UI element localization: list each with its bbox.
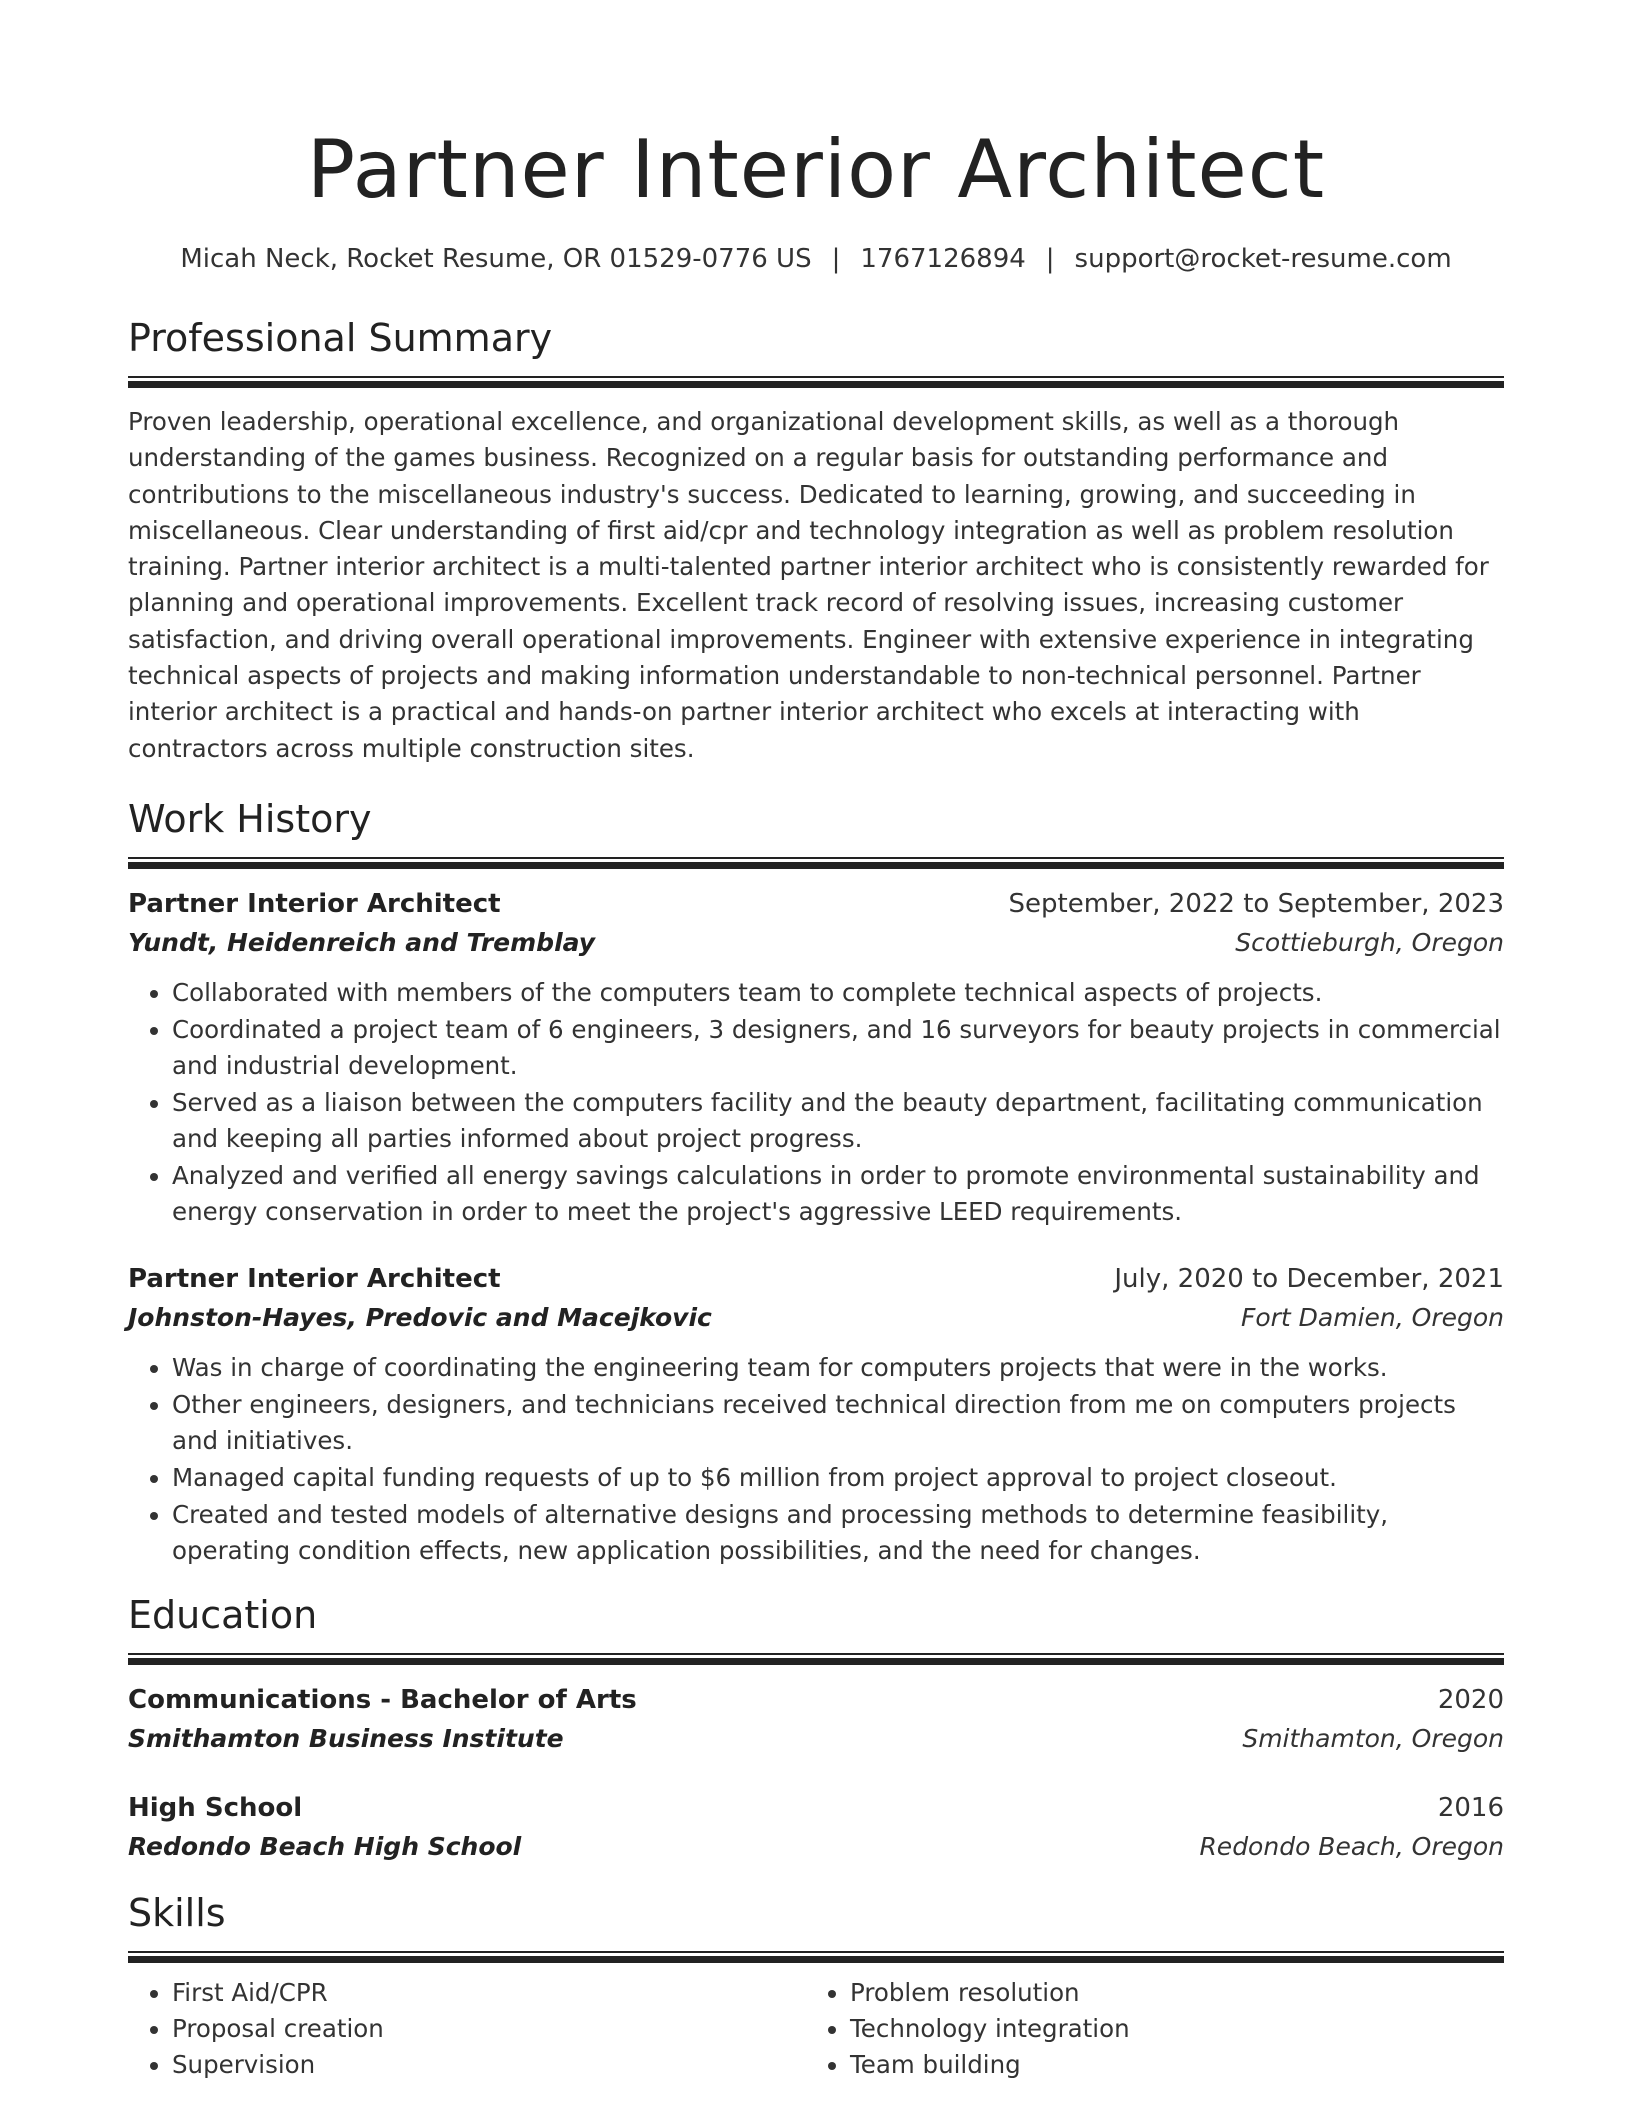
skill-item: • Proposal creation: [172, 2011, 806, 2047]
job-bullet: • Coordinated a project team of 6 engineers, 3 designers, and 16 surveyors for beauty projects in commercial and industrial development.: [172, 1012, 1504, 1084]
job-bullets: [128, 1350, 1504, 1569]
skills-list-right: [806, 1975, 1484, 2083]
skills-section: [128, 1889, 1504, 2083]
section-divider: [128, 376, 1504, 388]
education-location: Redondo Beach, Oregon: [1199, 1831, 1504, 1861]
summary-section: [128, 314, 1504, 767]
contact-separator: |: [831, 244, 841, 274]
education-year: 2020: [1437, 1684, 1504, 1715]
contact-address: Micah Neck, Rocket Resume, OR 01529-0776 US: [180, 244, 812, 274]
job-bullet: • Managed capital funding requests of up to $6 million from project approval to project closeout.: [172, 1460, 1504, 1496]
education-school: Smithamton Business Institute: [128, 1723, 564, 1753]
skill-item: • Technology integration: [850, 2011, 1484, 2047]
job-bullet: • Created and tested models of alternative designs and processing methods to determine feasibility, operating condition effects, new application possibilities, and the need for changes.: [172, 1497, 1504, 1569]
section-divider: [128, 1951, 1504, 1963]
work-history-section: [128, 795, 1504, 1569]
job-location: Scottieburgh, Oregon: [1235, 927, 1504, 957]
contact-phone: 1767126894: [860, 244, 1026, 274]
education-heading: Education: [128, 1592, 318, 1637]
job-bullets: [128, 975, 1504, 1230]
education-degree: High School: [128, 1792, 303, 1823]
job-bullet: • Analyzed and verified all energy savings calculations in order to promote environmental sustainability and energy conservation in order to meet the project's aggressive LEED requirements.: [172, 1158, 1504, 1230]
job-bullet: • Other engineers, designers, and technicians received technical direction from me on computers projects and initiatives.: [172, 1387, 1504, 1459]
skills-columns: [128, 1975, 1504, 2083]
skills-heading: Skills: [128, 1890, 226, 1935]
job-dates: September, 2022 to September, 2023: [1008, 888, 1504, 919]
education-year: 2016: [1437, 1792, 1504, 1823]
resume-name: Partner Interior Architect: [306, 123, 1326, 216]
education-degree: Communications - Bachelor of Arts: [128, 1684, 637, 1715]
job-bullet: • Collaborated with members of the computers team to complete technical aspects of projects.: [172, 975, 1504, 1011]
skill-item: • Team building: [850, 2047, 1484, 2083]
job-bullet: • Served as a liaison between the computers facility and the beauty department, facilitating communication and keeping all parties informed about project progress.: [172, 1085, 1504, 1157]
section-divider: [128, 857, 1504, 869]
job-bullet: • Was in charge of coordinating the engineering team for computers projects that were in the works.: [172, 1350, 1504, 1386]
skill-item: • Problem resolution: [850, 1975, 1484, 2011]
skill-item: • First Aid/CPR: [172, 1975, 806, 2011]
job-company: Yundt, Heidenreich and Tremblay: [128, 927, 596, 957]
job-location: Fort Damien, Oregon: [1240, 1302, 1504, 1332]
summary-heading: Professional Summary: [128, 316, 553, 360]
education-section: [128, 1591, 1504, 1867]
work-history-heading: Work History: [128, 796, 372, 841]
education-school: Redondo Beach High School: [128, 1831, 522, 1861]
resume-page: [128, 0, 1504, 2083]
contact-separator: |: [1045, 244, 1055, 274]
job-dates: July, 2020 to December, 2021: [1114, 1263, 1504, 1294]
contact-line: [128, 242, 1504, 276]
job-entry: [128, 885, 1504, 1230]
education-entry: [128, 1681, 1504, 1759]
job-company: Johnston-Hayes, Predovic and Macejkovic: [128, 1302, 712, 1332]
education-entry: [128, 1789, 1504, 1867]
summary-text: Proven leadership, operational excellence, and organizational development skills, as well as a thorough understanding of the games business. Recognized on a regular basis for outstanding performance and contributions to the miscellaneous industry's success. Dedicated to learning, growing, and succeeding in miscellaneous. Clear understanding of first aid/cpr and technology integration as well as problem resolution training. Partner interior architect is a multi-talented partner interior architect who is consistently rewarded for planning and operational improvements. Excellent track record of resolving issues, increasing customer satisfaction, and driving overall operational improvements. Engineer with extensive experience in integrating technical aspects of projects and making information understandable to non-technical personnel. Partner interior architect is a practical and hands-on partner interior architect who excels at interacting with contractors across multiple construction sites.: [128, 407, 1489, 763]
contact-email: support@rocket-resume.com: [1074, 244, 1452, 274]
job-title: Partner Interior Architect: [128, 888, 501, 919]
skills-list-left: [128, 1975, 806, 2083]
job-entry: [128, 1260, 1504, 1569]
education-location: Smithamton, Oregon: [1242, 1723, 1504, 1753]
job-title: Partner Interior Architect: [128, 1263, 501, 1294]
skill-item: • Supervision: [172, 2047, 806, 2083]
section-divider: [128, 1653, 1504, 1665]
